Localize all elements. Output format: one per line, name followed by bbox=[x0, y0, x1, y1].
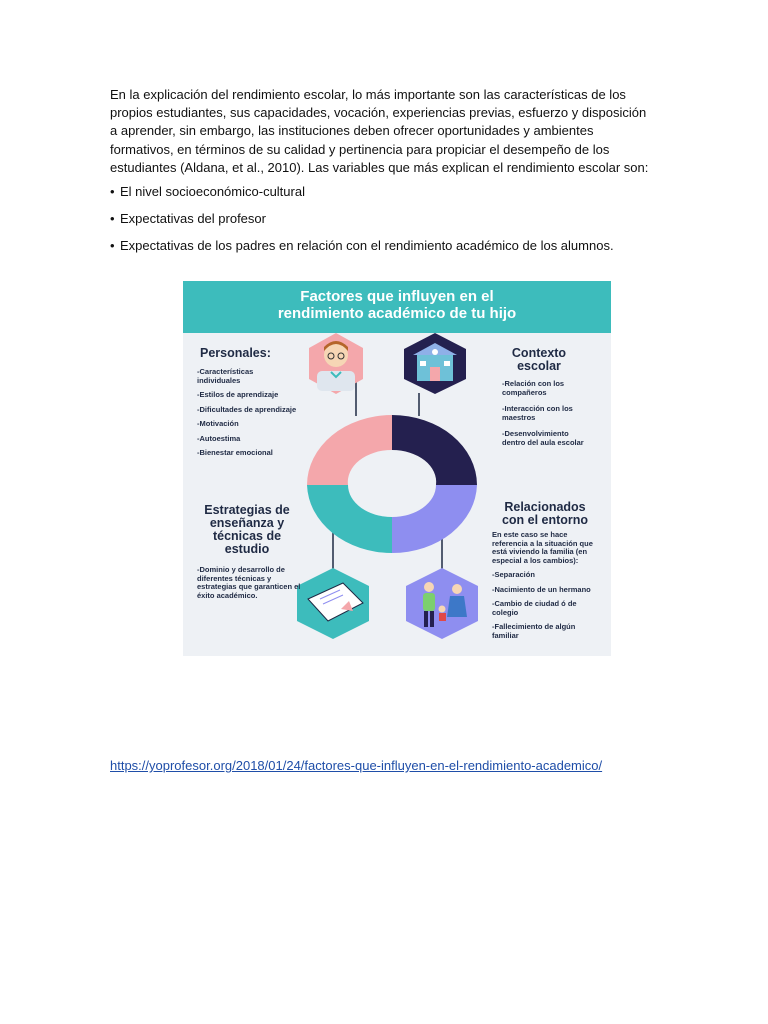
list-item: -Autoestima bbox=[197, 433, 241, 443]
list-item: -Dificultades de aprendizaje bbox=[197, 404, 297, 414]
bullet-text: El nivel socioeconómico-cultural bbox=[120, 184, 305, 199]
entorno-list bbox=[492, 571, 600, 646]
list-item: -Bienestar emocional bbox=[197, 448, 273, 457]
donut-segment-contexto bbox=[392, 415, 477, 485]
estrategias-title-line: enseñanza y bbox=[209, 516, 285, 530]
entorno-description: En este caso se hace referencia a la situación que está viviendo la familia (en especial a los cambios): bbox=[492, 530, 593, 565]
infographic-banner bbox=[183, 281, 611, 333]
list-item: -Nacimiento de un hermano bbox=[492, 584, 591, 594]
list-item: -Interacción con los maestros bbox=[502, 404, 573, 422]
variables-list bbox=[110, 184, 670, 265]
donut-segment-estrategias bbox=[307, 485, 392, 553]
entorno-title-line: con el entorno bbox=[501, 513, 589, 527]
list-item: -Relación con los compañeros bbox=[502, 379, 565, 397]
student-icon bbox=[309, 333, 363, 394]
list-item: -Fallecimiento de algún familiar bbox=[492, 622, 576, 640]
entorno-title bbox=[489, 501, 601, 527]
factors-infographic bbox=[183, 281, 611, 656]
contexto-title-line: Contexto bbox=[511, 346, 567, 360]
school-building-icon bbox=[404, 333, 466, 394]
list-item bbox=[110, 238, 670, 265]
estrategias-title-line: técnicas de bbox=[212, 529, 282, 543]
factors-donut bbox=[307, 415, 477, 553]
list-item bbox=[110, 211, 670, 238]
list-item: -Desenvolvimiento dentro del aula escolar bbox=[502, 429, 584, 447]
list-item bbox=[110, 184, 670, 211]
estrategias-title bbox=[197, 504, 297, 556]
infographic-title-line: rendimiento académico de tu hijo bbox=[277, 305, 517, 322]
contexto-list bbox=[502, 380, 584, 455]
list-item: -Características individuales bbox=[197, 367, 254, 385]
bullet-text: Expectativas de los padres en relación con el rendimiento académico de los alumnos. bbox=[120, 238, 614, 253]
donut-segment-personales bbox=[307, 415, 392, 485]
bullet-text: Expectativas del profesor bbox=[120, 211, 266, 226]
bullet-icon: • bbox=[110, 238, 115, 253]
estrategias-title-line: estudio bbox=[224, 542, 270, 556]
estrategias-description: -Dominio y desarrollo de diferentes técnicas y estrategias que garanticen el éxito académico. bbox=[197, 565, 301, 600]
contexto-title-line: escolar bbox=[517, 359, 561, 373]
personales-list bbox=[197, 368, 297, 464]
bullet-icon: • bbox=[110, 184, 115, 199]
infographic-title bbox=[183, 288, 611, 322]
contexto-title bbox=[503, 347, 575, 373]
list-item: -Cambio de ciudad ó de colegio bbox=[492, 599, 577, 617]
family-icon bbox=[406, 568, 478, 639]
estrategias-title-line: Estrategias de bbox=[204, 503, 290, 517]
entorno-title-line: Relacionados bbox=[504, 500, 586, 514]
infographic-title-line: Factores que influyen en el bbox=[300, 288, 494, 305]
list-item: -Separación bbox=[492, 570, 535, 579]
intro-paragraph: En la explicación del rendimiento escolar, lo más importante son las características de los propios estudiantes, sus capacidades, vocación, experiencias previas, esfuerzo y disposición a aprender, sin embargo, las instituciones deben ofrecer oportunidades y ambientes formativos, en términos de su calidad y pertinencia para propiciar el desempeño de los estudiantes (Aldana, et al., 2010). Las variables que más explican el rendimiento escolar son: bbox=[110, 87, 649, 175]
personales-title: Personales: bbox=[200, 346, 271, 360]
bullet-icon: • bbox=[110, 211, 115, 226]
source-link[interactable]: https://yoprofesor.org/2018/01/24/factores-que-influyen-en-el-rendimiento-academico/ bbox=[110, 758, 603, 773]
list-item: -Motivación bbox=[197, 419, 239, 428]
donut-segment-entorno bbox=[392, 485, 477, 553]
list-item: -Estilos de aprendizaje bbox=[197, 390, 279, 399]
